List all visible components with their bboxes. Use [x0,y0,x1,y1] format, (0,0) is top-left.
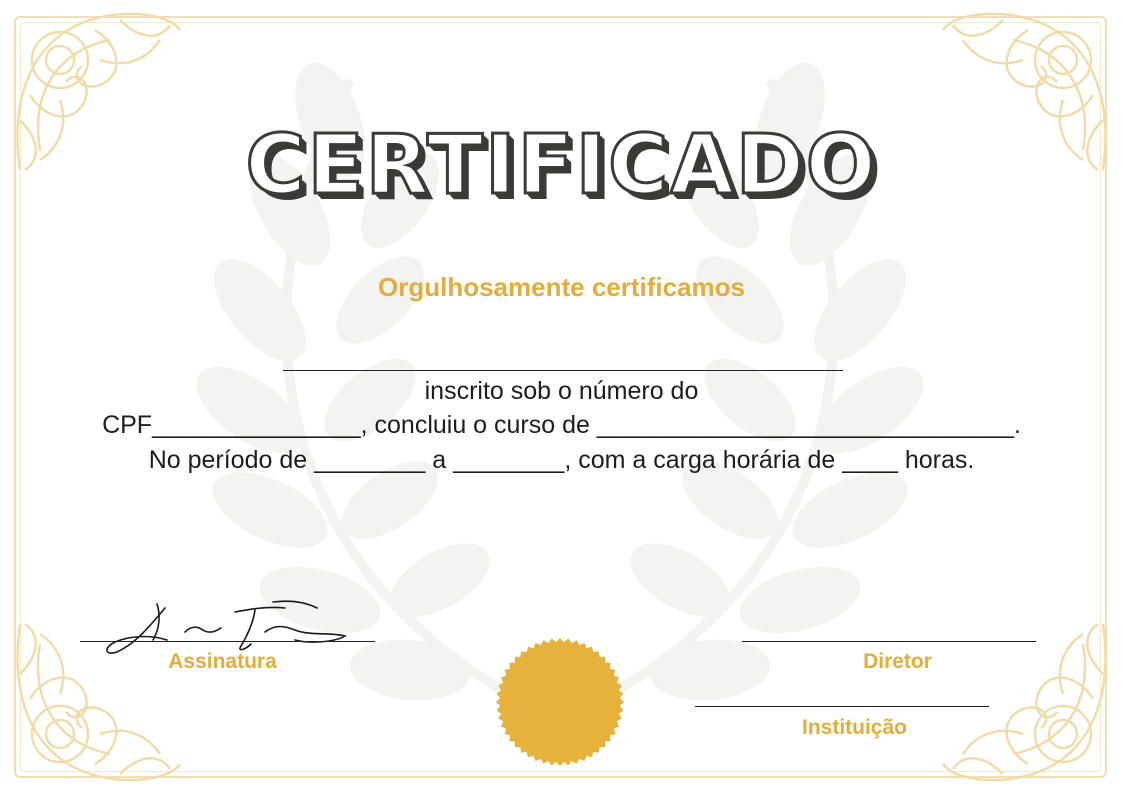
signature-label: Assinatura [168,650,277,673]
body-line-cpf-course: CPF_______________, concluiu o curso de ______________________________. [102,411,1021,439]
institution-label: Instituição [801,716,907,739]
gold-seal [494,636,626,768]
certificate-title: CERTIFICADO [245,118,878,213]
institution-line [695,706,989,707]
signature-line [80,641,375,642]
recipient-name-line [283,370,843,371]
certificate-subtitle: Orgulhosamente certificamos [378,272,745,302]
body-line-period-hours: No período de ________ a ________, com a carga horária de ____ horas. [148,446,975,474]
director-line [742,641,1036,642]
body-line-cpf-intro: inscrito sob o número do [424,377,699,405]
ornament-corner-bottom-right [933,604,1123,794]
director-label: Diretor [863,650,932,673]
